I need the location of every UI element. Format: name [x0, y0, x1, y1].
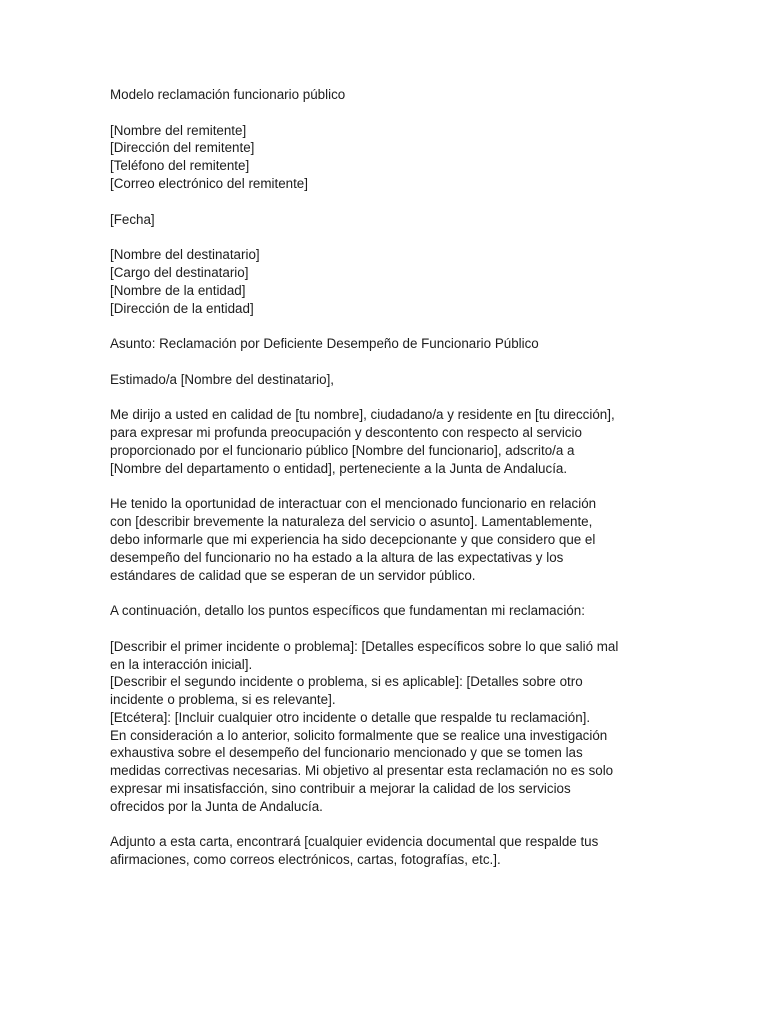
spacer [110, 228, 710, 246]
paragraph-line: debo informarle que mi experiencia ha sido decepcionante y que considero que el [110, 531, 596, 547]
paragraph-line: [Etcétera]: [Incluir cualquier otro incidente o detalle que respalde tu reclamación]. [110, 709, 591, 725]
paragraph-line: incidente o problema, si es relevante]. [110, 692, 336, 708]
paragraph-attachments [110, 833, 710, 869]
recipient-entity: [Nombre de la entidad] [110, 282, 246, 298]
paragraph-line: [Nombre del departamento o entidad], perteneciente a la Junta de Andalucía. [110, 460, 568, 476]
paragraph-line: [Describir el segundo incidente o problema, si es aplicable]: [Detalles sobre otro [110, 674, 583, 690]
paragraph-line: He tenido la oportunidad de interactuar con el mencionado funcionario en relación [110, 496, 597, 512]
paragraph-line: medidas correctivas necesarias. Mi objetivo al presentar esta reclamación no es solo [110, 763, 614, 779]
spacer [110, 816, 710, 834]
letter-date: [Fecha] [110, 211, 155, 227]
document-title: Modelo reclamación funcionario público [110, 87, 346, 102]
recipient-position: [Cargo del destinatario] [110, 264, 249, 280]
spacer [110, 193, 710, 211]
spacer [110, 584, 710, 602]
paragraph-line: Me dirijo a usted en calidad de [tu nombre], ciudadano/a y residente en [tu dirección], [110, 407, 615, 423]
paragraph-line: con [describir brevemente la naturaleza del servicio o asunto]. Lamentablemente, [110, 514, 593, 530]
spacer [110, 389, 710, 407]
sender-name: [Nombre del remitente] [110, 122, 247, 138]
spacer [110, 317, 710, 335]
sender-address: [Dirección del remitente] [110, 140, 255, 156]
sender-phone: [Teléfono del remitente] [110, 158, 250, 174]
paragraph-line: en la interacción inicial]. [110, 656, 253, 672]
paragraph-line: proporcionado por el funcionario público [Nombre del funcionario], adscrito/a a [110, 442, 575, 458]
spacer [110, 478, 710, 496]
spacer [110, 620, 710, 638]
paragraph-introduction [110, 406, 710, 477]
letter-body [110, 86, 710, 869]
paragraph-line: afirmaciones, como correos electrónicos, cartas, fotografías, etc.]. [110, 852, 501, 868]
paragraph-line: Adjunto a esta carta, encontrará [cualquier evidencia documental que respalde tus [110, 834, 599, 850]
paragraph-line: [Describir el primer incidente o problema]: [Detalles específicos sobre lo que salió mal [110, 638, 619, 654]
paragraph-line: estándares de calidad que se esperan de un servidor público. [110, 567, 476, 583]
letter-subject: Asunto: Reclamación por Deficiente Desempeño de Funcionario Público [110, 336, 539, 352]
recipient-address: [Dirección de la entidad] [110, 300, 254, 316]
spacer [110, 104, 710, 122]
paragraph-line: A continuación, detallo los puntos específicos que fundamentan mi reclamación: [110, 603, 585, 619]
paragraph-line: expresar mi insatisfacción, sino contribuir a mejorar la calidad de los servicios [110, 781, 571, 797]
letter-greeting: Estimado/a [Nombre del destinatario], [110, 371, 335, 387]
paragraph-incidents [110, 638, 710, 816]
paragraph-line: En consideración a lo anterior, solicito formalmente que se realice una investigación [110, 727, 608, 743]
paragraph-line: para expresar mi profunda preocupación y descontento con respecto al servicio [110, 425, 582, 441]
recipient-block [110, 246, 710, 317]
paragraph-line: ofrecidos por la Junta de Andalucía. [110, 798, 323, 814]
sender-email: [Correo electrónico del remitente] [110, 175, 308, 191]
paragraph-experience [110, 495, 710, 584]
sender-block [110, 122, 710, 193]
paragraph-points-intro [110, 602, 710, 620]
spacer [110, 353, 710, 371]
recipient-name: [Nombre del destinatario] [110, 247, 260, 263]
paragraph-line: desempeño del funcionario no ha estado a la altura de las expectativas y los [110, 549, 564, 565]
paragraph-line: exhaustiva sobre el desempeño del funcionario mencionado y que se tomen las [110, 745, 583, 761]
